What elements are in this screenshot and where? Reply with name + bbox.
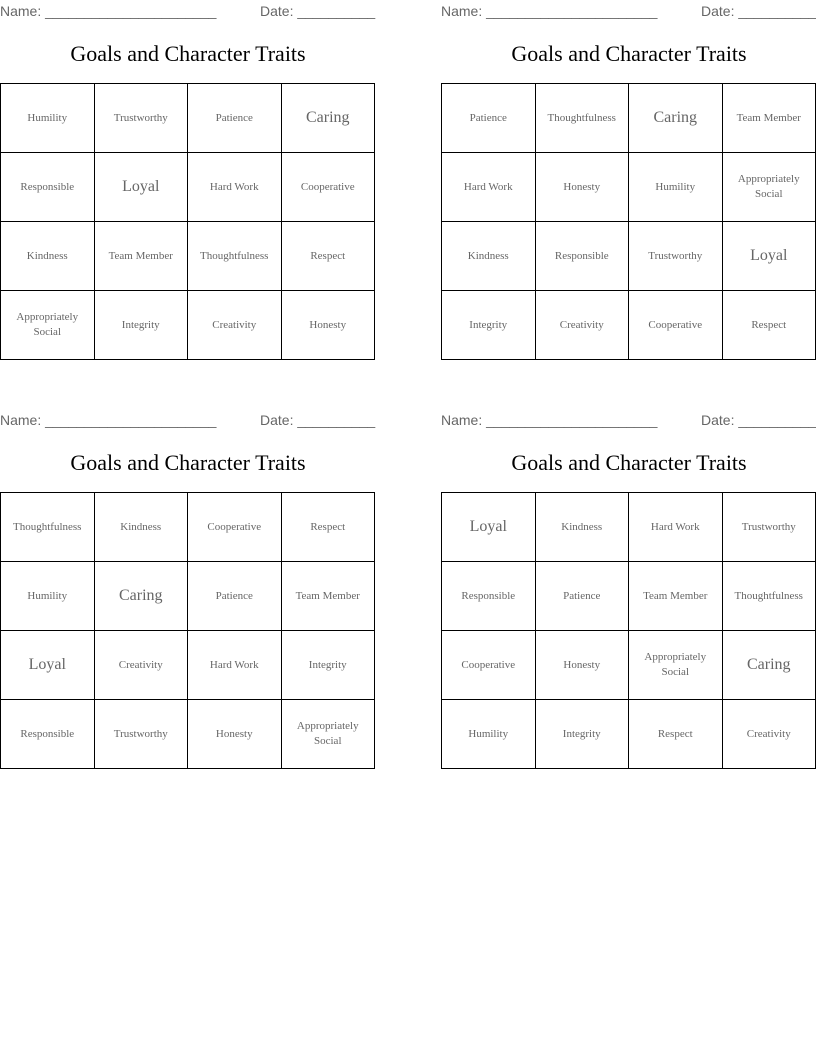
- trait-cell[interactable]: Appropriately Social: [629, 631, 723, 700]
- trait-cell[interactable]: Caring: [722, 631, 816, 700]
- trait-cell[interactable]: Humility: [1, 84, 95, 153]
- trait-cell[interactable]: Loyal: [722, 222, 816, 291]
- trait-cell[interactable]: Appropriately Social: [281, 700, 375, 769]
- grid-row: [442, 84, 816, 153]
- grid-row: [1, 153, 375, 222]
- name-field[interactable]: Name: ______________________: [441, 412, 658, 428]
- grid-row: [1, 562, 375, 631]
- trait-cell[interactable]: Respect: [629, 700, 723, 769]
- card-title: Goals and Character Traits: [70, 41, 306, 66]
- grid-row: [1, 700, 375, 769]
- trait-cell[interactable]: Kindness: [442, 222, 536, 291]
- date-field[interactable]: Date: __________: [260, 412, 376, 428]
- trait-cell[interactable]: Humility: [442, 700, 536, 769]
- trait-cell[interactable]: Thoughtfulness: [188, 222, 282, 291]
- trait-cell[interactable]: Trustworthy: [94, 700, 188, 769]
- trait-cell[interactable]: Hard Work: [629, 493, 723, 562]
- trait-cell[interactable]: Responsible: [535, 222, 629, 291]
- name-field[interactable]: Name: ______________________: [0, 3, 217, 19]
- trait-cell[interactable]: Responsible: [442, 562, 536, 631]
- trait-cell[interactable]: Cooperative: [629, 291, 723, 360]
- trait-cell[interactable]: Humility: [629, 153, 723, 222]
- trait-cell[interactable]: Cooperative: [442, 631, 536, 700]
- card-title: Goals and Character Traits: [511, 41, 747, 66]
- trait-grid: [0, 83, 375, 360]
- trait-card-1: [0, 0, 376, 380]
- card-title: Goals and Character Traits: [70, 450, 306, 475]
- trait-cell[interactable]: Patience: [535, 562, 629, 631]
- trait-cell[interactable]: Thoughtfulness: [535, 84, 629, 153]
- grid-row: [442, 153, 816, 222]
- trait-cell[interactable]: Trustworthy: [629, 222, 723, 291]
- trait-grid: [441, 83, 816, 360]
- trait-grid: [441, 492, 816, 769]
- trait-cell[interactable]: Responsible: [1, 153, 95, 222]
- trait-cell[interactable]: Respect: [722, 291, 816, 360]
- trait-cell[interactable]: Patience: [188, 84, 282, 153]
- grid-row: [1, 291, 375, 360]
- trait-cell[interactable]: Cooperative: [188, 493, 282, 562]
- trait-cell[interactable]: Caring: [94, 562, 188, 631]
- trait-cell[interactable]: Respect: [281, 493, 375, 562]
- grid-row: [1, 631, 375, 700]
- grid-row: [442, 562, 816, 631]
- trait-cell[interactable]: Humility: [1, 562, 95, 631]
- grid-row: [1, 493, 375, 562]
- trait-cell[interactable]: Team Member: [281, 562, 375, 631]
- trait-cell[interactable]: Creativity: [188, 291, 282, 360]
- trait-cell[interactable]: Kindness: [535, 493, 629, 562]
- trait-cell[interactable]: Trustworthy: [94, 84, 188, 153]
- trait-cell[interactable]: Team Member: [722, 84, 816, 153]
- trait-cell[interactable]: Integrity: [94, 291, 188, 360]
- trait-cell[interactable]: Caring: [281, 84, 375, 153]
- trait-cell[interactable]: Loyal: [1, 631, 95, 700]
- date-field[interactable]: Date: __________: [701, 3, 816, 19]
- trait-cell[interactable]: Hard Work: [188, 631, 282, 700]
- trait-cell[interactable]: Kindness: [1, 222, 95, 291]
- trait-cell[interactable]: Loyal: [442, 493, 536, 562]
- trait-card-4: [441, 409, 816, 789]
- trait-cell[interactable]: Loyal: [94, 153, 188, 222]
- trait-cell[interactable]: Team Member: [94, 222, 188, 291]
- trait-card-3: [0, 409, 376, 789]
- trait-cell[interactable]: Creativity: [94, 631, 188, 700]
- trait-cell[interactable]: Thoughtfulness: [722, 562, 816, 631]
- name-field[interactable]: Name: ______________________: [0, 412, 217, 428]
- date-field[interactable]: Date: __________: [701, 412, 816, 428]
- card-title: Goals and Character Traits: [511, 450, 747, 475]
- date-field[interactable]: Date: __________: [260, 3, 376, 19]
- grid-row: [1, 222, 375, 291]
- trait-cell[interactable]: Integrity: [442, 291, 536, 360]
- trait-cell[interactable]: Responsible: [1, 700, 95, 769]
- trait-card-2: [441, 0, 816, 380]
- grid-row: [442, 222, 816, 291]
- trait-cell[interactable]: Honesty: [281, 291, 375, 360]
- name-field[interactable]: Name: ______________________: [441, 3, 658, 19]
- trait-cell[interactable]: Creativity: [722, 700, 816, 769]
- trait-cell[interactable]: Integrity: [281, 631, 375, 700]
- trait-cell[interactable]: Integrity: [535, 700, 629, 769]
- trait-cell[interactable]: Hard Work: [442, 153, 536, 222]
- grid-row: [442, 291, 816, 360]
- trait-cell[interactable]: Honesty: [188, 700, 282, 769]
- trait-cell[interactable]: Respect: [281, 222, 375, 291]
- trait-cell[interactable]: Patience: [188, 562, 282, 631]
- grid-row: [442, 631, 816, 700]
- trait-cell[interactable]: Honesty: [535, 153, 629, 222]
- grid-row: [442, 493, 816, 562]
- trait-cell[interactable]: Caring: [629, 84, 723, 153]
- trait-cell[interactable]: Appropriately Social: [1, 291, 95, 360]
- trait-cell[interactable]: Kindness: [94, 493, 188, 562]
- trait-cell[interactable]: Honesty: [535, 631, 629, 700]
- trait-cell[interactable]: Trustworthy: [722, 493, 816, 562]
- trait-cell[interactable]: Thoughtfulness: [1, 493, 95, 562]
- grid-row: [1, 84, 375, 153]
- trait-cell[interactable]: Cooperative: [281, 153, 375, 222]
- trait-cell[interactable]: Patience: [442, 84, 536, 153]
- trait-grid: [0, 492, 375, 769]
- grid-row: [442, 700, 816, 769]
- trait-cell[interactable]: Hard Work: [188, 153, 282, 222]
- trait-cell[interactable]: Team Member: [629, 562, 723, 631]
- trait-cell[interactable]: Appropriately Social: [722, 153, 816, 222]
- trait-cell[interactable]: Creativity: [535, 291, 629, 360]
